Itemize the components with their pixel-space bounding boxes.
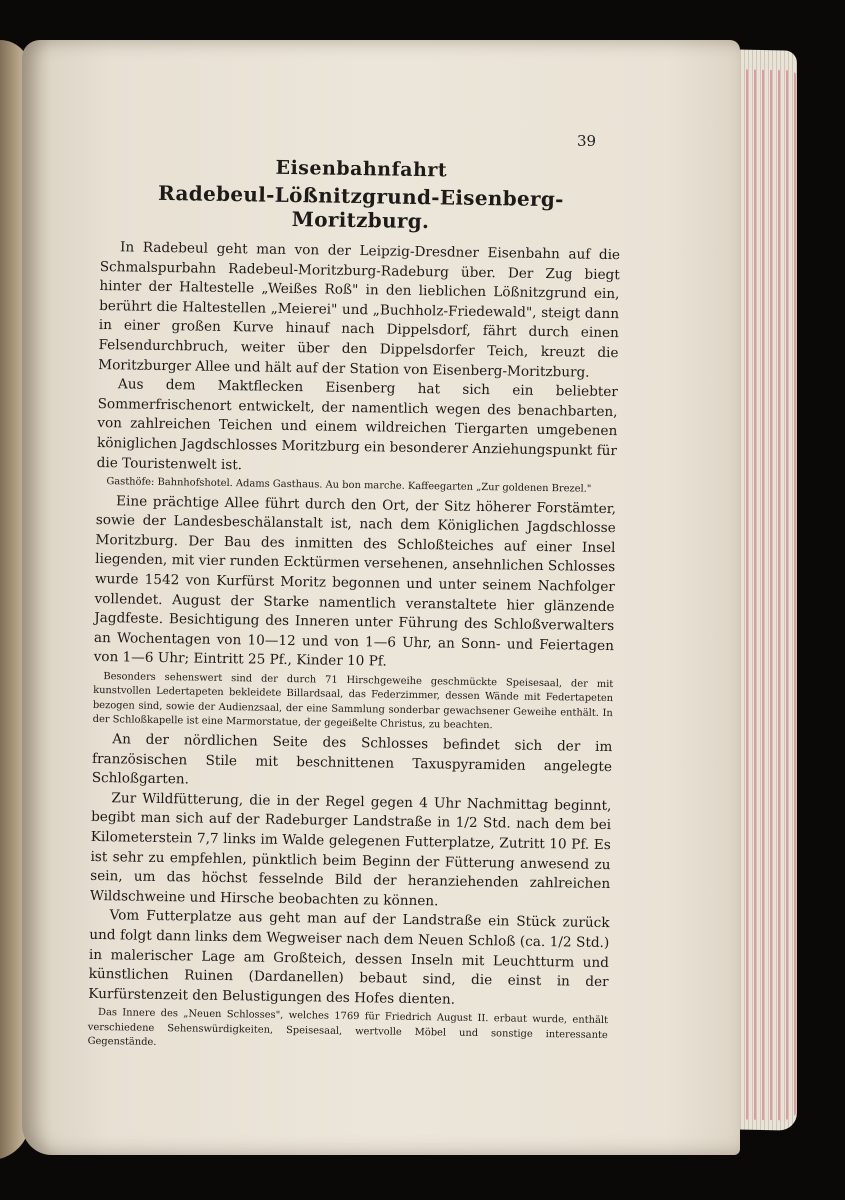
page-content	[87, 126, 621, 1060]
page-number: 39	[577, 132, 597, 150]
note-sehenswert: Besonders sehenswert sind der durch 71 Hirschgeweihe geschmückte Speisesaal, der mit kunstvollen Ledertapeten bekleidete Billardsaal, das Federzimmer, dessen Wände mit Federtapeten bezogen sind, sowie der Audienzsaal, der eine Sammlung sonderbar gewachsener Geweihe enthält. In der Schloßkapelle ist eine Marmorstatue, der gegeißelte Christus, zu beachten.	[92, 671, 614, 732]
paragraph-route: In Radebeul geht man von der Leipzig-Dresdner Eisenbahn auf die Schmalspurbahn Radebeul-Moritzburg-Radeburg über. Der Zug biegt hinter der Haltestelle „Weißes Roß" in den lieblichen Lößnitzgrund ein, berührt die Haltestellen „Meierei" und „Buchholz-Friedewald", steigt dann in einer großen Kurve hinauf nach Dippelsdorf, fährt durch einen Felsendurchbruch, weiter über den Dippelsdorfer Teich, kreuzt die Moritzburger Allee und hält auf der Station von Eisenberg-Moritzburg.	[98, 239, 621, 381]
paragraph-neues-schloss: Vom Futterplatze aus geht man auf der Landstraße ein Stück zurück und folgt dann links dem Wegweiser nach dem Neuen Schloß (ca. 1/2 Std.) in malerischer Lage am Großteich, dessen Inseln mit Leuchtturm und künstlichen Ruinen (Dardanellen) bebaut sind, die einst in der Kurfürstenzeit den Belustigungen des Hofes dienten.	[88, 907, 610, 1008]
note-gasthoefe: Gasthöfe: Bahnhofshotel. Adams Gasthaus. Au bon marche. Kaffeegarten „Zur goldenen Brezel."	[106, 476, 592, 495]
page-stack-red-tint	[740, 69, 800, 1120]
paragraph-jagdschloss: Eine prächtige Allee führt durch den Ort, der Sitz höherer Forstämter, sowie der Landesbeschälanstalt ist, nach dem Königlichen Jagdschlosse Moritzburg. Der Bau des inmitten des Schloßteiches auf einer Insel liegenden, mit vier runden Ecktürmen versehenen, ansehnlichen Schlosses wurde 1542 von Kurfürst Moritz begonnen und unter seinem Nachfolger vollendet. August der Starke namentlich veranstaltete hier glänzende Jagdfeste. Besichtigung des Inneren unter Führung des Schloßverwalters an Wochentagen von 10—12 und von 1—6 Uhr, an Sonn- und Feiertagen von 1—6 Uhr; Eintritt 25 Pf., Kinder 10 Pf.	[93, 492, 617, 670]
route-title: Radebeul-Lößnitzgrund-Eisenberg-Moritzburg.	[157, 180, 564, 234]
paragraph-wildfuetterung: Zur Wildfütterung, die in der Regel gegen 4 Uhr Nachmittag beginnt, begibt man sich auf der Radeburger Landstraße in 1/2 Std. nach dem bei Kilometerstein 7,7 links im Walde gelegenen Futterplatze, Zutritt 10 Pf. Es ist sehr zu empfehlen, pünktlich beim Beginn der Fütterung anwesend zu sein, um das höchst fesselnde Bild der heranziehenden zahlreichen Wildschweine und Hirsche beobachten zu können.	[89, 789, 612, 910]
paragraph-schlossgarten: An der nördlichen Seite des Schlosses befindet sich der im französischen Stile mit beschnittenen Taxuspyramiden angelegte Schloßgarten.	[91, 731, 613, 788]
paragraph-eisenberg: Aus dem Maktflecken Eisenberg hat sich ein beliebter Sommerfrischenort entwickelt, der namentlich wegen des benachbarten, von zahlreichen Teichen und einem wildreichen Tiergarten umgebenen königlichen Jagdschlosses Moritzburg ein besonderer Anziehungspunkt für die Touristenwelt ist.	[96, 376, 619, 473]
note-neues-schloss: Das Innere des „Neuen Schlosses", welches 1769 für Friedrich August II. erbaut wurde, enthält verschiedene Sehenswürdigkeiten, Speisesaal, wertvolle Möbel und sonstige interessante Gegenstände.	[87, 1007, 609, 1049]
book-page	[22, 40, 740, 1155]
section-title: Eisenbahnfahrt	[275, 156, 448, 182]
